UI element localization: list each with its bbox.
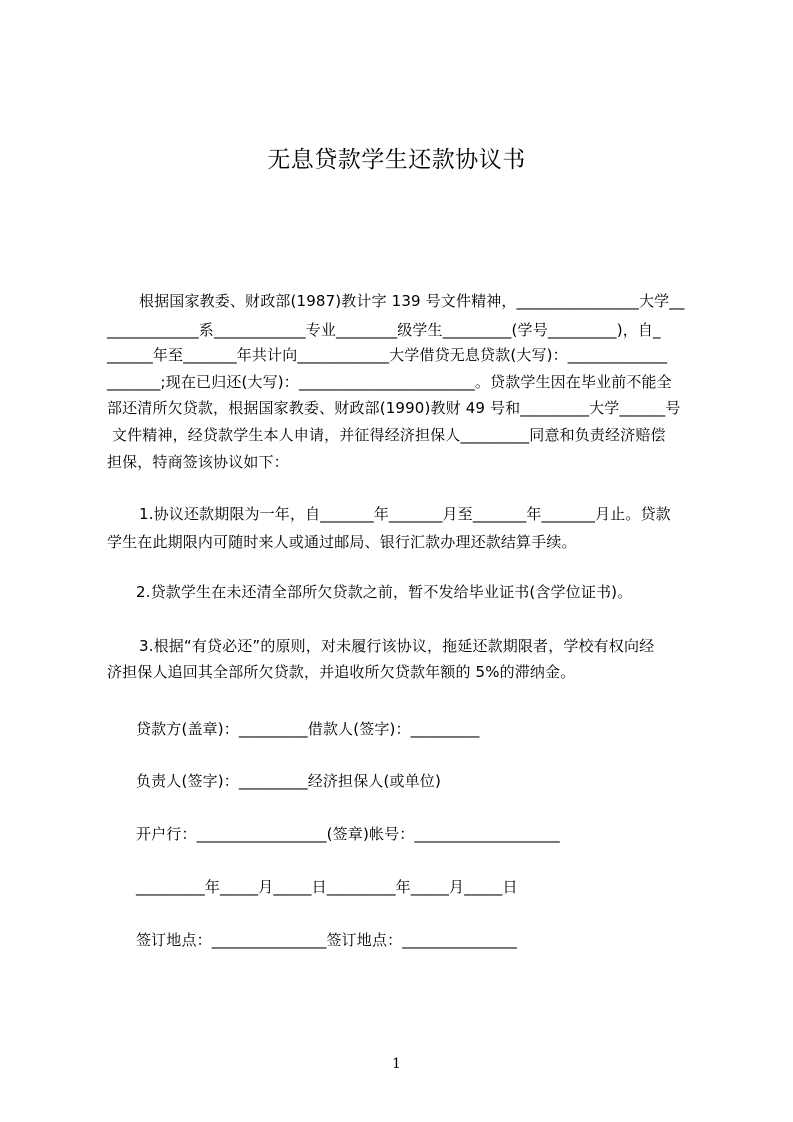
clause-1-line-2: 学生在此期限内可随时来人或通过邮局、银行汇款办理还款结算手续。 — [107, 533, 577, 551]
preamble-line-6: 文件精神，经贷款学生本人申请，并征得经济担保人_________同意和负责经济赔偿 — [112, 426, 666, 444]
signature-date-line: _________年_____月_____日_________年_____月_____日 — [136, 878, 518, 896]
preamble-line-5: 部还清所欠贷款，根据国家教委、财政部(1990)教财 49 号和_________大学______号 — [107, 399, 681, 417]
signature-place-line: 签订地点：_______________签订地点：_______________ — [136, 931, 518, 949]
preamble-line-3: ______年至_______年共计向____________大学借贷无息贷款(大写)：_____________ — [107, 346, 668, 364]
page-number: 1 — [392, 1056, 401, 1072]
clause-3-line-1: 3.根据“有贷必还”的原则，对未履行该协议，拖延还款期限者，学校有权向经 — [139, 637, 655, 655]
preamble-line-7: 担保，特商签该协议如下： — [107, 453, 289, 471]
signature-lender-line: 贷款方(盖章)：_________借款人(签字)：_________ — [136, 720, 480, 738]
signature-bank-line: 开户行：_________________(签章)帐号：___________________ — [136, 825, 560, 843]
preamble-line-2: ____________系____________专业________级学生_________(学号_________)，自_ — [107, 321, 661, 339]
clause-1-line-1: 1.协议还款期限为一年，自_______年_______月至_______年_______月止。贷款 — [139, 505, 671, 523]
clause-2-line-1: 2.贷款学生在未还清全部所欠贷款之前，暂不发给毕业证书(含学位证书)。 — [136, 583, 633, 601]
preamble-line-1: 根据国家教委、财政部(1987)教计字 139 号文件精神，________________大学__ — [139, 292, 685, 310]
clause-3-line-2: 济担保人追回其全部所欠贷款，并追收所欠贷款年额的 5%的滞纳金。 — [107, 663, 576, 681]
document-title: 无息贷款学生还款协议书 — [267, 147, 526, 173]
signature-manager-line: 负责人(签字)：_________经济担保人(或单位) — [136, 772, 441, 790]
preamble-line-4: _______;现在已归还(大写)：_______________________。贷款学生因在毕业前不能全 — [107, 373, 672, 391]
